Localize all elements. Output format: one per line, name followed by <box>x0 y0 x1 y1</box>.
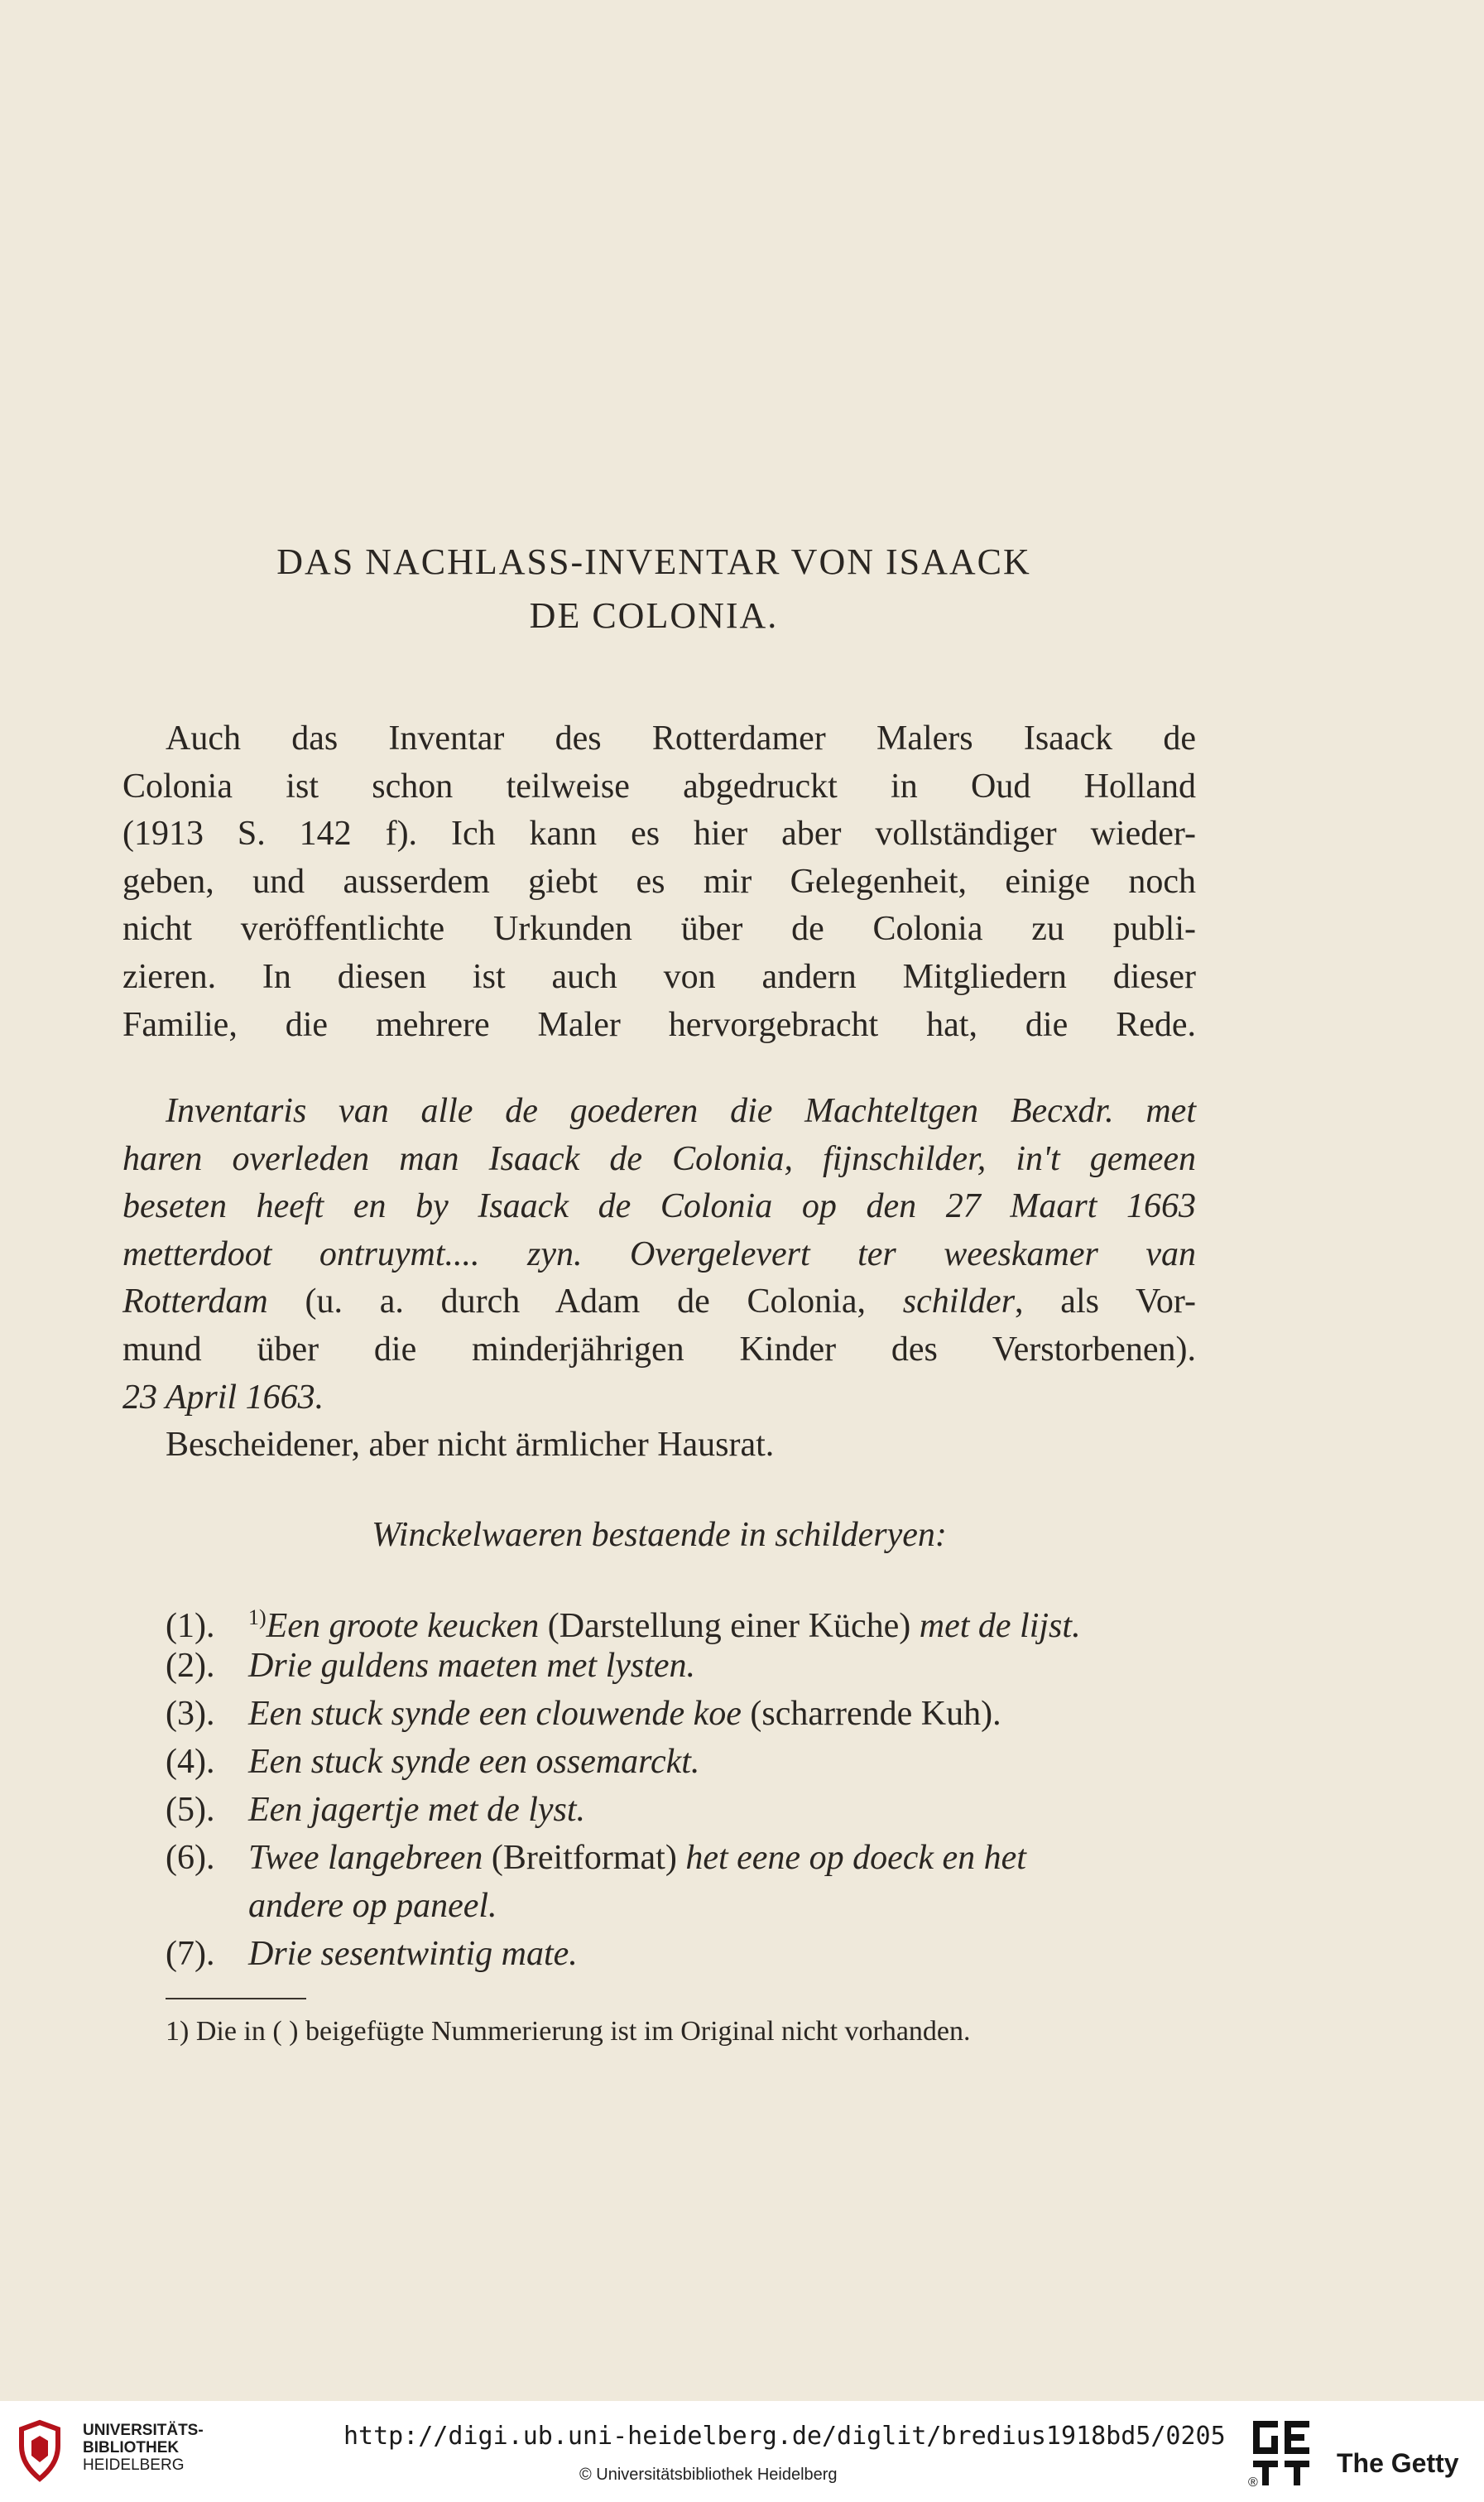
intro-line: zieren. In diesen ist auch von andern Mitgliedern dieser <box>122 957 1196 996</box>
item-text: Een stuck synde een ossemarckt. <box>248 1743 700 1781</box>
item-number: (2). <box>166 1647 215 1685</box>
source-line: mund über die minderjährigen Kinder des Verstorbenen). <box>122 1330 1196 1369</box>
source-paragraph <box>122 1088 1196 1470</box>
intro-paragraph <box>122 715 1196 1049</box>
library-name-line: BIBLIOTHEK <box>83 2439 180 2456</box>
source-text: , als Vor- <box>1015 1282 1196 1321</box>
source-date: 23 April 1663. <box>122 1378 324 1417</box>
source-place: Rotterdam <box>122 1282 268 1321</box>
item-text: met de lijst. <box>919 1607 1081 1645</box>
footnote-divider <box>166 1998 306 1999</box>
source-term: schilder <box>902 1282 1016 1321</box>
item-number: (6). <box>166 1839 215 1877</box>
source-note: Bescheidener, aber nicht ärmlicher Hausrat. <box>166 1426 775 1465</box>
library-name-line: UNIVERSITÄTS- <box>83 2422 204 2439</box>
getty-name: The Getty <box>1337 2448 1459 2478</box>
item-text: Drie sesentwintig mate. <box>248 1935 578 1973</box>
inventory-item <box>166 1690 1196 1738</box>
source-line: haren overleden man Isaack de Colonia, fijnschilder, in't gemeen <box>122 1139 1196 1178</box>
source-text: (u. a. durch Adam de Colonia, <box>267 1282 903 1321</box>
item-number: (1). <box>166 1607 215 1645</box>
item-text: het eene op doeck en het <box>685 1839 1026 1877</box>
footnote-marker: 1) <box>248 1605 267 1629</box>
item-text: Drie guldens maeten met lysten. <box>248 1647 696 1685</box>
permalink-url[interactable]: http://digi.ub.uni-heidelberg.de/diglit/bredius1918bd5/0205 <box>343 2422 1226 2451</box>
item-text: Een jagertje met de lyst. <box>248 1791 586 1829</box>
item-number: (4). <box>166 1743 215 1781</box>
intro-line: (1913 S. 142 f). Ich kann es hier aber vollständiger wieder- <box>122 815 1196 854</box>
source-line: Inventaris van alle de goederen die Machteltgen Becxdr. met <box>166 1092 1196 1130</box>
library-name-line: HEIDELBERG <box>83 2456 185 2474</box>
item-gloss: (Breitformat) <box>483 1839 686 1877</box>
university-library-logo-icon <box>15 2418 65 2484</box>
item-text: Twee langebreen <box>248 1839 483 1877</box>
intro-line: Auch das Inventar des Rotterdamer Malers Isaack de <box>166 719 1196 758</box>
copyright-notice: © Universitätsbibliothek Heidelberg <box>579 2466 838 2484</box>
intro-line: Familie, die mehrere Maler hervorgebracht hat, die Rede. <box>122 1005 1196 1044</box>
intro-line: geben, und ausserdem giebt es mir Gelegenheit, einige noch <box>122 862 1196 901</box>
inventory-item <box>166 1738 1196 1786</box>
item-text: Een groote keucken <box>266 1607 540 1645</box>
intro-line: Colonia ist schon teilweise abgedruckt in Oud Holland <box>122 767 1196 806</box>
intro-line: nicht veröffentlichte Urkunden über de Colonia zu publi- <box>122 910 1196 949</box>
item-gloss: (scharrende Kuh). <box>741 1695 1001 1733</box>
inventory-item <box>166 1930 1196 1978</box>
getty-logo-icon <box>1250 2418 1316 2488</box>
inventory-item <box>166 1642 1196 1690</box>
source-line <box>122 1278 1196 1326</box>
item-continuation: andere op paneel. <box>248 1887 497 1925</box>
item-number: (7). <box>166 1935 215 1973</box>
item-text: Een stuck synde een clouwende koe <box>248 1695 742 1733</box>
item-gloss: (Darstellung einer Küche) <box>539 1607 920 1645</box>
footnote: 1) Die in ( ) beigefügte Nummerierung ist im Original nicht vorhanden. <box>166 2016 971 2047</box>
item-number: (3). <box>166 1695 215 1733</box>
inventory-item <box>166 1786 1196 1834</box>
university-library-name <box>83 2422 204 2474</box>
registered-mark: ® <box>1248 2476 1258 2490</box>
article-title-line-1: DAS NACHLASS-INVENTAR VON ISAACK <box>276 541 1031 582</box>
article-title-line-2: DE COLONIA. <box>529 595 779 636</box>
source-line: beseten heeft en by Isaack de Colonia op den 27 Maart 1663 <box>122 1187 1196 1226</box>
inventory-item <box>166 1834 1196 1930</box>
source-line: metterdoot ontruymt.... zyn. Overgelevert ter weeskamer van <box>122 1234 1196 1273</box>
item-number: (5). <box>166 1791 215 1829</box>
section-heading: Winckelwaeren bestaende in schilderyen: <box>372 1516 947 1554</box>
